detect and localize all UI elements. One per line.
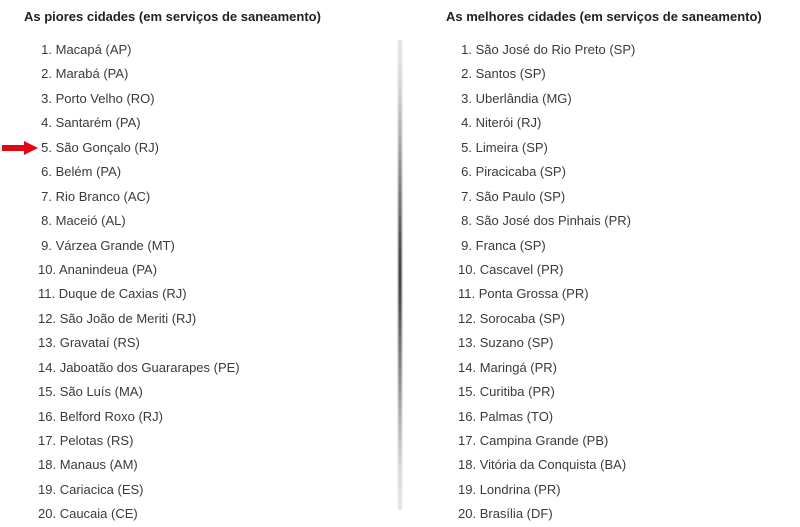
rank-number: 1. [41, 42, 52, 57]
rank-number: 10. [38, 261, 57, 277]
city-name: Manaus (AM) [59, 457, 138, 473]
city-name: São João de Meriti (RJ) [59, 310, 197, 326]
best-city-list-item [458, 209, 635, 233]
city-name: São Gonçalo (RJ) [55, 139, 159, 155]
city-name: Maringá (PR) [479, 359, 557, 375]
rank-number: 3. [461, 90, 472, 106]
city-name: Rio Branco (AC) [55, 188, 151, 204]
city-name: Várzea Grande (MT) [55, 237, 175, 253]
worst-city-list-item [38, 380, 240, 404]
best-city-list-item [458, 87, 635, 111]
worst-city-list-item [38, 331, 240, 355]
city-name: São José do Rio Preto (SP) [475, 42, 636, 57]
best-city-list-item [458, 234, 635, 258]
city-name: Brasília (DF) [479, 506, 553, 522]
best-city-list-item [458, 453, 635, 477]
worst-city-list-item [38, 478, 240, 502]
rank-number: 14. [458, 359, 477, 375]
city-name: Belford Roxo (RJ) [59, 408, 164, 424]
city-name: São Paulo (SP) [475, 188, 566, 204]
city-name: Suzano (SP) [479, 335, 554, 351]
rank-number: 4. [41, 115, 52, 131]
rank-number: 15. [38, 384, 57, 400]
city-name: Caucaia (CE) [59, 506, 138, 522]
city-name: Marabá (PA) [55, 66, 129, 82]
worst-city-list-item [38, 185, 240, 209]
best-city-list-item [458, 160, 635, 184]
rank-number: 19. [38, 481, 57, 497]
worst-city-list-item [38, 405, 240, 429]
city-name: Gravataí (RS) [59, 335, 140, 351]
rank-number: 6. [461, 164, 472, 180]
city-name: Ponta Grossa (PR) [478, 286, 589, 302]
rank-number: 9. [461, 237, 472, 253]
city-name: Londrina (PR) [479, 481, 561, 497]
rank-number: 10. [458, 261, 477, 277]
worst-city-list-item [38, 209, 240, 233]
worst-city-list-item [38, 136, 240, 160]
city-name: São Luís (MA) [59, 384, 143, 400]
rank-number: 4. [461, 115, 472, 131]
city-name: Ananindeua (PA) [58, 261, 158, 277]
best-cities-list [458, 38, 635, 527]
rank-number: 19. [458, 481, 477, 497]
worst-city-list-item [38, 307, 240, 331]
rank-number: 16. [38, 408, 57, 424]
rank-number: 17. [458, 433, 477, 448]
best-city-list-item [458, 136, 635, 160]
worst-city-list-item [38, 453, 240, 477]
rank-number: 20. [38, 506, 57, 522]
rank-number: 15. [458, 384, 477, 400]
city-name: Curitiba (PR) [479, 384, 555, 400]
rank-number: 12. [38, 310, 57, 326]
rank-number: 1. [461, 42, 472, 57]
worst-city-list-item [38, 160, 240, 184]
rank-number: 18. [458, 457, 477, 473]
rank-number: 17. [38, 433, 57, 448]
worst-city-list-item [38, 258, 240, 282]
rank-number: 18. [38, 457, 57, 473]
best-city-list-item [458, 258, 635, 282]
best-city-list-item [458, 429, 635, 453]
city-name: Maceió (AL) [55, 213, 126, 229]
best-cities-title: As melhores cidades (em serviços de saneamento) [446, 9, 762, 24]
best-city-list-item [458, 502, 635, 526]
worst-city-list-item [38, 429, 240, 453]
city-name: Vitória da Conquista (BA) [479, 457, 627, 473]
rank-number: 16. [458, 408, 477, 424]
city-name: São José dos Pinhais (PR) [475, 213, 631, 229]
column-divider [397, 40, 403, 510]
best-city-list-item [458, 380, 635, 404]
rank-number: 9. [41, 237, 52, 253]
best-city-list-item [458, 185, 635, 209]
worst-city-list-item [38, 502, 240, 526]
best-city-list-item [458, 111, 635, 135]
rank-number: 3. [41, 90, 52, 106]
city-name: Belém (PA) [55, 164, 122, 180]
city-name: Sorocaba (SP) [479, 310, 565, 326]
rank-number: 5. [461, 139, 472, 155]
best-city-list-item [458, 38, 635, 62]
worst-city-list-item [38, 234, 240, 258]
worst-cities-list [38, 38, 240, 527]
rank-number: 6. [41, 164, 52, 180]
best-city-list-item [458, 62, 635, 86]
worst-city-list-item [38, 38, 240, 62]
city-name: Campina Grande (PB) [479, 433, 609, 448]
rank-number: 11. [38, 286, 56, 302]
city-name: Santos (SP) [475, 66, 546, 82]
rank-number: 8. [41, 213, 52, 229]
rank-number: 7. [41, 188, 52, 204]
red-arrow-icon [2, 141, 38, 155]
rank-number: 2. [41, 66, 52, 82]
best-city-list-item [458, 356, 635, 380]
worst-city-list-item [38, 62, 240, 86]
rank-number: 20. [458, 506, 477, 522]
city-name: Cascavel (PR) [479, 261, 564, 277]
city-name: Porto Velho (RO) [55, 90, 155, 106]
rank-number: 14. [38, 359, 57, 375]
city-name: Duque de Caxias (RJ) [58, 286, 187, 302]
rank-number: 7. [461, 188, 472, 204]
rank-number: 8. [461, 213, 472, 229]
city-name: Palmas (TO) [479, 408, 554, 424]
city-name: Jaboatão dos Guararapes (PE) [59, 359, 240, 375]
city-name: Pelotas (RS) [59, 433, 134, 448]
worst-city-list-item [38, 111, 240, 135]
rank-number: 12. [458, 310, 477, 326]
city-name: Piracicaba (SP) [475, 164, 566, 180]
worst-cities-title: As piores cidades (em serviços de saneamento) [24, 9, 321, 24]
worst-city-list-item [38, 282, 240, 306]
rank-number: 13. [38, 335, 57, 351]
city-name: Limeira (SP) [475, 139, 548, 155]
worst-city-list-item [38, 87, 240, 111]
best-city-list-item [458, 478, 635, 502]
best-city-list-item [458, 405, 635, 429]
rank-number: 13. [458, 335, 477, 351]
city-name: Santarém (PA) [55, 115, 141, 131]
rank-number: 2. [461, 66, 472, 82]
city-name: Macapá (AP) [55, 42, 132, 57]
worst-city-list-item [38, 356, 240, 380]
city-name: Franca (SP) [475, 237, 546, 253]
city-name: Niterói (RJ) [475, 115, 542, 131]
rank-number: 5. [41, 139, 52, 155]
best-city-list-item [458, 307, 635, 331]
best-city-list-item [458, 282, 635, 306]
rank-number: 11. [458, 286, 476, 302]
city-name: Uberlândia (MG) [475, 90, 572, 106]
best-city-list-item [458, 331, 635, 355]
city-name: Cariacica (ES) [59, 481, 144, 497]
